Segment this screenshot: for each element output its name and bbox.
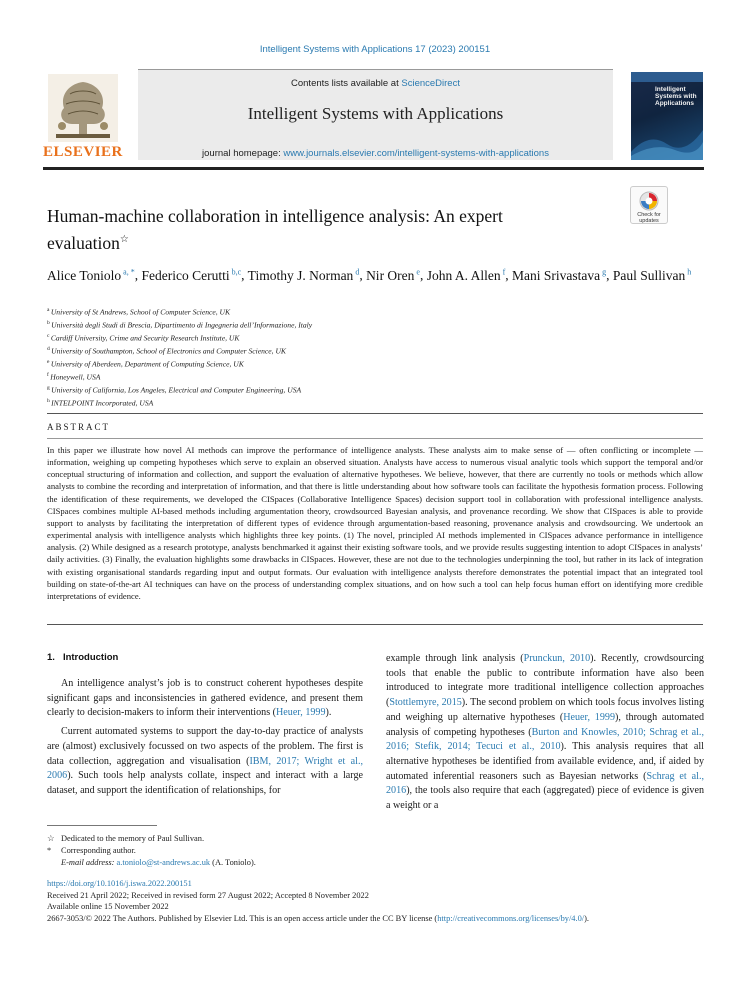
affiliation-item <box>47 305 697 318</box>
dedication-text: Dedicated to the memory of Paul Sullivan. <box>61 834 205 843</box>
affiliation-key: d <box>47 346 52 353</box>
author-separator: , <box>419 267 427 283</box>
left-column <box>47 652 363 799</box>
author-name[interactable]: Federico Cerutti $^{b,c}$ <box>141 267 242 283</box>
abstract-heading-rule <box>47 438 703 439</box>
elsevier-wordmark[interactable]: ELSEVIER <box>43 144 123 160</box>
author-affiliation-marker[interactable]: d <box>353 267 360 276</box>
license-link[interactable]: http://creativecommons.org/licenses/by/4.0/ <box>437 913 585 923</box>
license-line <box>47 913 707 925</box>
citation-link[interactable]: IBM, 2017; Wright et al., 2006 <box>47 755 363 782</box>
journal-name: Intelligent Systems with Applications <box>247 104 504 123</box>
dedication-footnote <box>47 833 447 845</box>
author-name[interactable]: Nir Oren $^e$ <box>366 267 420 283</box>
email-suffix: (A. Toniolo). <box>210 857 256 867</box>
author-affiliation-marker[interactable]: h <box>685 267 692 276</box>
affiliation-item <box>47 318 697 331</box>
abstract-text: In this paper we illustrate how novel AI methods can improve the performance of intelligence analysts. These analysts aim to make sense of — often conflicting or incomplete — information, weighing up competing hypotheses which serve to explain an observed situation. Analysts have access to numerous visual analytic tools which support the temporal and/or conceptual structuring of information and collection, and support the evaluation of alternative hypotheses. We believe, however, that there are currently no tools or methods which allow analysts to combine the recording and interpretation of information, and that there is little understanding about how software tools can facilitate the hypothesis formation process. Following the identification of these requirements, we developed the CISpaces (Collaborative Intelligence Spaces) decision support tool in collaboration with professional intelligence analysts. CISpaces combines multiple AI-based methods including argumentation theory, crowdsourced Bayesian analysis, and provenance recording. We show that CISpaces is able to provide support to analysts by facilitating the interpretation of different types of evidence through argumentation-based reasoning, provenance analysis and crowdsourcing. We undertook an experimental analysis with intelligence analysts which highlights three key points. (1) The novel, principled AI methods implemented in CISpaces advance performance in intelligence analysis. (2) While designed as a research prototype, analysts benchmarked it against their existing software tools, and we provide results suggesting intention to adopt CISpaces in analysts’ daily activities. (3) Finally, the evaluation highlights some drawbacks in CISpaces. However, these are not due to the technologies underpinning the tool, but rather in its lack of integration with existing organisational standards regarding input and output formats. Our evaluation with intelligence analysts therefore demonstrates the potential impact that an integrated tool building on state-of-the-art AI techniques can have on the process of understanding complex situations, and on how such a tool can help focus human effort on identifying more credible interpretations of evidence. <box>47 445 703 601</box>
homepage-line <box>138 148 613 159</box>
journal-reference[interactable]: Intelligent Systems with Applications 17 (2023) 200151 <box>259 44 491 55</box>
license-suffix: ). <box>584 913 589 923</box>
sciencedirect-link[interactable]: ScienceDirect <box>401 78 460 89</box>
body-paragraph <box>386 652 704 814</box>
right-column <box>386 652 704 814</box>
cover-graphic <box>631 122 703 160</box>
citation-link[interactable]: Heuer, 1999 <box>276 707 326 719</box>
footnote-rule <box>47 825 157 826</box>
author-name[interactable]: Paul Sullivan $^h$ <box>612 267 692 283</box>
affiliation-key: g <box>47 385 52 392</box>
cover-stripe <box>631 72 703 82</box>
paragraph-text: ). Such tools help analysts collate, inspect and interact with a large dataset, and support the identification of relationships, for <box>47 770 363 796</box>
paragraph-text: ). This analysis requires that all alternative hypotheses be identified from available evidence, and, if aided by automated inferential reasoners such as Bayesian networks ( <box>386 741 704 782</box>
citation-link[interactable]: Stottlemyre, 2015 <box>389 697 462 709</box>
contents-prefix: Contents lists available at <box>291 78 402 89</box>
affiliation-text: University of St Andrews, School of Computer Science, UK <box>50 307 231 317</box>
received-dates: Received 21 April 2022; Received in revised form 27 August 2022; Accepted 8 November 2022 <box>47 890 369 900</box>
footnotes <box>47 833 447 868</box>
affiliation-item <box>47 331 697 344</box>
affiliation-key: c <box>47 333 51 340</box>
author-name[interactable]: John A. Allen $^f$ <box>426 267 506 283</box>
left-paragraphs <box>47 677 363 799</box>
author-separator: , <box>241 267 248 283</box>
corresponding-footnote <box>47 845 447 857</box>
affiliation-key: h <box>47 398 52 405</box>
affiliation-text: Honeywell, USA <box>50 372 101 382</box>
email-footnote <box>47 857 447 869</box>
article-title <box>47 205 587 255</box>
author-separator: , <box>606 267 613 283</box>
check-for-updates-icon <box>638 190 660 212</box>
citation-link[interactable]: Burton and Knowles, 2010; Schrag et al., 2016; Stefik, 2014; Tecuci et al., 2010 <box>386 726 704 753</box>
author-affiliation-marker[interactable]: f <box>500 267 506 276</box>
author-separator: , <box>134 267 142 283</box>
affiliation-item <box>47 396 697 409</box>
affiliation-list <box>47 305 697 409</box>
paragraph-text: An intelligence analyst’s job is to construct coherent hypotheses despite significant gaps and inconsistencies in gathered evidence, and present them clearly to decision-makers to inform their interventions ( <box>47 678 363 719</box>
corresponding-symbol: * <box>47 845 52 855</box>
affiliation-text: University of California, Los Angeles, Electrical and Computer Engineering, USA <box>51 385 302 395</box>
elsevier-tree-logo <box>48 74 118 142</box>
paragraph-text: ). The second problem on which tools focus involves listing and weighing up alternative hypotheses ( <box>386 697 704 723</box>
body-paragraph <box>47 725 363 799</box>
affiliation-text: Cardiff University, Crime and Security Research Institute, UK <box>50 333 240 343</box>
author-separator: , <box>505 267 513 283</box>
section-number: 1. <box>47 652 55 663</box>
article-title-text: Human-machine collaboration in intelligence analysis: An expert evaluation <box>47 206 503 253</box>
affiliation-key: a <box>47 307 51 313</box>
paragraph-text: ). <box>325 707 332 719</box>
affiliation-text: University of Southampton, School of Electronics and Computer Science, UK <box>51 346 287 356</box>
email-link[interactable]: a.toniolo@st-andrews.ac.uk <box>116 857 211 867</box>
corresponding-text: Corresponding author. <box>61 845 136 855</box>
affiliation-item <box>47 357 697 370</box>
author-affiliation-marker[interactable]: g <box>600 267 607 276</box>
affiliation-text: Università degli Studi di Brescia, Dipartimento di Ingegneria dell’Informazione, Italy <box>51 320 313 330</box>
affiliation-item <box>47 344 697 357</box>
homepage-prefix: journal homepage: <box>202 148 284 159</box>
paragraph-text: ). Recently, crowdsourcing tools that enable the public to contribute information have also been introduced to integrate more traditional intelligence collection approaches ( <box>386 653 704 709</box>
citation-link[interactable]: Schrag et al., 2016 <box>386 770 704 797</box>
cover-title: Intelligent Systems with Applications <box>655 86 697 107</box>
contents-line <box>138 78 613 89</box>
affiliation-key: b <box>47 320 52 327</box>
citation-link[interactable]: Prunckun, 2010 <box>523 653 591 664</box>
affiliation-text: INTELPOINT Incorporated, USA <box>51 398 154 408</box>
section-title: Introduction <box>62 652 119 663</box>
check-for-updates-label: Check for updates <box>637 212 661 224</box>
journal-cover[interactable] <box>631 72 703 160</box>
paragraph-text: ), the tools also require that each (aggregated) piece of evidence is given a weight or a <box>386 785 704 812</box>
online-date: Available online 15 November 2022 <box>47 902 169 912</box>
paragraph-text: example through link analysis ( <box>386 653 524 664</box>
license-prefix: 2667-3053/© 2022 The Authors. Published by Elsevier Ltd. This is an open access article under the CC BY license ( <box>47 913 438 923</box>
abstract-bottom-rule <box>47 624 703 625</box>
citation-link[interactable]: Heuer, 1999 <box>563 711 615 723</box>
title-footnote-mark[interactable]: ☆ <box>119 234 129 245</box>
dedication-symbol: ☆ <box>47 834 55 843</box>
doi-link[interactable]: https://doi.org/10.1016/j.iswa.2022.200151 <box>47 879 192 888</box>
affiliation-item <box>47 383 697 396</box>
abstract-heading: ABSTRACT <box>47 422 111 432</box>
abstract-top-rule <box>47 413 703 414</box>
author-name[interactable]: Mani Srivastava $^g$ <box>512 267 607 283</box>
homepage-link[interactable]: www.journals.elsevier.com/intelligent-systems-with-applications <box>283 148 549 159</box>
paragraph-text: ), through automated analysis of competing hypotheses ( <box>386 711 704 738</box>
author-name[interactable]: Timothy J. Norman $^d$ <box>247 267 360 283</box>
affiliation-text: University of Aberdeen, Department of Computing Science, UK <box>50 359 244 369</box>
author-affiliation-marker[interactable]: b,c <box>229 267 242 276</box>
header-bottom-rule <box>43 167 704 170</box>
author-affiliation-marker[interactable]: e <box>414 267 420 276</box>
affiliation-item <box>47 370 697 383</box>
affiliation-key: e <box>47 359 51 366</box>
email-label: E-mail address: <box>61 857 117 867</box>
paragraph-text: Current automated systems to support the day-to-day practice of analysts are (almost) exclusively focussed on two aspects of the problem. The first is data collection, aggregation and visualisation ( <box>47 726 363 767</box>
section-heading <box>47 652 363 663</box>
publication-info <box>47 878 707 924</box>
author-separator: , <box>359 267 367 283</box>
body-paragraph <box>47 677 363 721</box>
author-name[interactable]: Alice Toniolo $^{a, *}$ <box>47 267 135 283</box>
affiliation-key: f <box>47 372 51 379</box>
author-affiliation-marker[interactable]: a, * <box>121 267 135 276</box>
author-list <box>47 262 697 286</box>
